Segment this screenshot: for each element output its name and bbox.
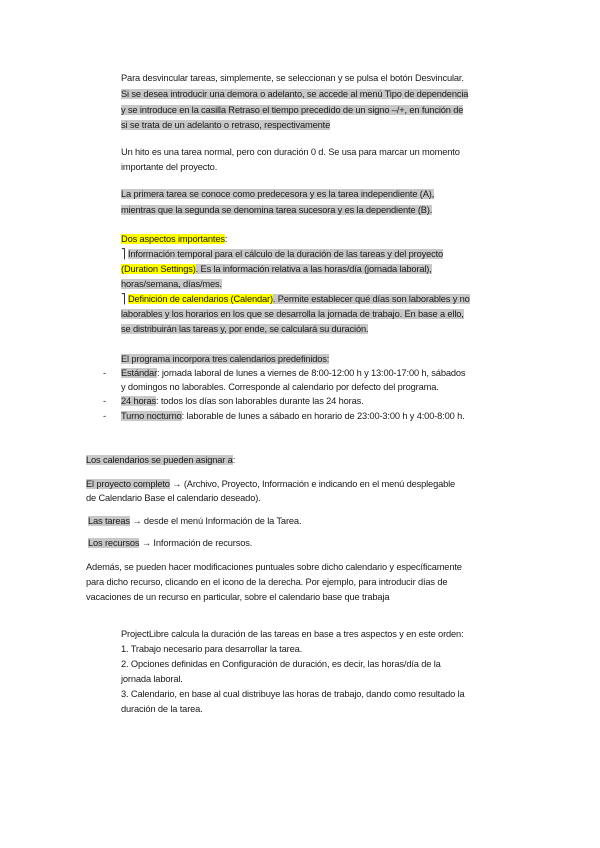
text-line [86,492,261,505]
text-line [86,591,389,604]
text-line: ProjectLibre calcula la duración de las tareas en base a tres aspectos y en este orden: [121,629,464,639]
text-line [121,673,183,686]
text-line: : jornada laboral de lunes a viernes de 8:00-12:00 h y 13:00-17:00 h, sábados [157,368,466,378]
dash-bullet: - [103,411,106,421]
bracket-icon: ⎤ [121,294,126,304]
assign-project [86,478,455,491]
highlighted-text: Información temporal para el cálculo de la duración de las tareas y del proyecto [127,249,444,259]
text-line: importante del proyecto. [121,162,218,172]
text-line: 1. Trabajo necesario para desarrollar la tarea. [121,644,303,654]
text-line: duración de la tarea. [121,704,203,714]
term-highlight: El proyecto completo [86,479,170,489]
text-line: → (Archivo, Proyecto, Información e indicando en el menú desplegable [169,479,456,489]
bracket-icon: ⎤ [121,249,126,259]
text-line: : todos los días son laborables durante las 24 horas. [155,396,364,406]
term-highlight: Los recursos [88,538,140,548]
assign-tasks [88,515,301,528]
list-item-1 [121,643,302,656]
list-item-3 [121,688,465,701]
highlighted-text: . Permite establecer qué días son laborables y no [272,294,470,304]
text-line [121,104,463,117]
text-line: : laborable de lunes a sábado en horario de 23:00-3:00 h y 4:00-8:00 h. [181,411,465,421]
highlighted-text: El programa incorpora tres calendarios predefinidos: [121,354,330,364]
text-line [121,263,432,276]
calendar-item-nocturno [121,410,465,423]
text-line: de Calendario Base el calendario deseado). [86,493,261,503]
heading-text: Dos aspectos importantes [121,234,225,244]
term-highlight: (Duration Settings) [121,264,196,274]
paragraph-modificaciones [86,561,462,574]
text-line [121,88,468,101]
dash-bullet: - [103,396,106,406]
text-line [121,308,464,321]
calendars-intro [121,353,329,366]
term-highlight: 24 horas [121,396,156,406]
text-line: 3. Calendario, en base al cual distribuye las horas de trabajo, dando como resultado la [121,689,465,699]
text-line [121,381,439,394]
highlighted-text: laborables y los horarios en los que se desarrolla la jornada de trabajo. En base a ello, [121,309,464,319]
calendar-item-estandar [121,367,465,380]
text-line: → Información de recursos. [139,538,253,548]
paragraph-hito [121,146,460,159]
text-line: Además, se pueden hacer modificaciones puntuales sobre dicho calendario y específicamente [86,562,462,572]
term-highlight: Las tareas [88,516,130,526]
highlighted-text: y se introduce en la casilla Retraso el tiempo precedido de un signo –/+, en función de [121,105,464,115]
highlighted-text: Los calendarios se pueden asignar a [86,455,233,465]
text-line: vacaciones de un recurso en particular, sobre el calendario base que trabaja [86,592,390,602]
text-line [121,204,432,217]
aspect-item-2 [121,293,470,306]
highlighted-text: mientras que la segunda se denomina tarea sucesora y es la dependiente (B). [121,205,433,215]
paragraph-projectlibre [121,628,464,641]
text-colon: : [232,455,236,465]
term-highlight: Estándar [121,368,158,378]
text-line [121,703,203,716]
text-line: Para desvincular tareas, simplemente, se seleccionan y se pulsa el botón Desvincular. [121,73,464,83]
term-highlight: Definición de calendarios (Calendar) [127,294,273,304]
highlighted-text: si se trata de un adelanto o retraso, respectivamente [121,120,331,130]
assign-intro [86,454,235,467]
term-highlight: Turno nocturno [121,411,182,421]
paragraph-desvincular [121,72,464,85]
text-line: para dicho recurso, clicando en el icono de la derecha. Por ejemplo, para introducir días de [86,577,448,587]
text-line: Un hito es una tarea normal, pero con duración 0 d. Se usa para marcar un momento [121,147,460,157]
highlighted-text: se distribuirán las tareas y, por ende, se calculará su duración. [121,324,369,334]
highlighted-text: La primera tarea se conoce como predecesora y es la tarea independiente (A), [121,189,435,199]
highlighted-text: horas/semana, días/mes. [121,279,222,289]
aspect-item-1 [121,248,443,261]
highlighted-text: . Es la información relativa a las horas/día (jornada laboral), [195,264,432,274]
calendar-item-24h [121,395,364,408]
text-line: 2. Opciones definidas en Configuración de duración, es decir, las horas/día de la [121,659,441,669]
section-heading-aspects [121,233,227,246]
text-line [86,576,447,589]
text-line: → desde el menú Información de la Tarea. [129,516,302,526]
paragraph-predecesora [121,188,434,201]
text-line: jornada laboral. [121,674,183,684]
text-line [121,278,222,291]
highlighted-text: Si se desea introducir una demora o adelanto, se accede al menú Tipo de dependencia [121,89,469,99]
assign-resources [88,537,252,550]
text-line [121,119,330,132]
text-line [121,323,368,336]
list-item-2 [121,658,441,671]
text-line: y domingos no laborables. Corresponde al calendario por defecto del programa. [121,382,439,392]
heading-colon: : [224,234,228,244]
dash-bullet: - [103,368,106,378]
text-line [121,161,217,174]
